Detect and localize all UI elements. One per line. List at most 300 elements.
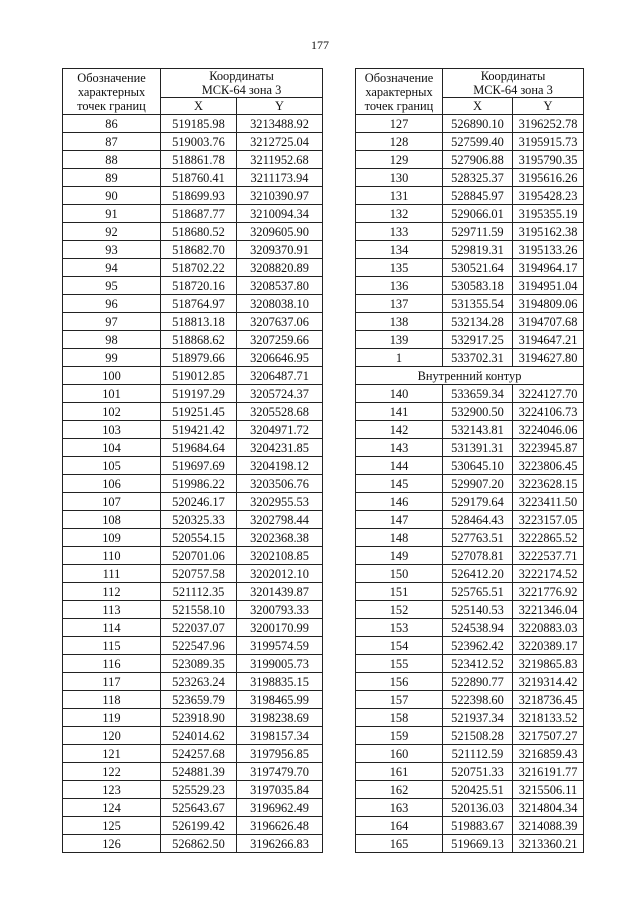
y-cell: 3196266.83 [237,835,323,853]
point-id-cell: 109 [63,529,161,547]
point-label-line-3: точек границ [364,98,434,113]
point-label-line-1: Обозначение [77,70,146,85]
y-cell: 3205528.68 [237,403,323,421]
y-cell: 3195428.23 [513,187,584,205]
point-id-cell: 130 [356,169,443,187]
x-cell: 519003.76 [161,133,237,151]
table-row [356,349,584,367]
table-row [63,331,323,349]
y-cell: 3216191.77 [513,763,584,781]
x-cell: 523089.35 [161,655,237,673]
y-cell: 3219865.83 [513,655,584,673]
x-cell: 520325.33 [161,511,237,529]
table-row [63,637,323,655]
y-cell: 3198157.34 [237,727,323,745]
point-label-header [356,69,443,115]
x-cell: 518861.78 [161,151,237,169]
x-cell: 519883.67 [443,817,513,835]
y-cell: 3194951.04 [513,277,584,295]
left-table-body [63,115,323,853]
y-cell: 3210390.97 [237,187,323,205]
x-cell: 520554.15 [161,529,237,547]
table-row [356,727,584,745]
y-cell: 3222865.52 [513,529,584,547]
y-cell: 3202012.10 [237,565,323,583]
x-cell: 528464.43 [443,511,513,529]
coords-title-line-1: Координаты [209,69,274,83]
x-cell: 531391.31 [443,439,513,457]
point-id-cell: 117 [63,673,161,691]
table-row [63,475,323,493]
table-row [63,529,323,547]
point-id-cell: 110 [63,547,161,565]
x-cell: 521558.10 [161,601,237,619]
x-cell: 525765.51 [443,583,513,601]
point-id-cell: 108 [63,511,161,529]
x-cell: 530583.18 [443,277,513,295]
table-row [356,313,584,331]
y-cell: 3194707.68 [513,313,584,331]
point-id-cell: 112 [63,583,161,601]
table-row [356,763,584,781]
table-row [63,313,323,331]
point-id-cell: 132 [356,205,443,223]
table-row [356,655,584,673]
point-id-cell: 89 [63,169,161,187]
y-cell: 3210094.34 [237,205,323,223]
point-id-cell: 139 [356,331,443,349]
x-cell: 523659.79 [161,691,237,709]
x-cell: 521508.28 [443,727,513,745]
x-cell: 529179.64 [443,493,513,511]
y-cell: 3202955.53 [237,493,323,511]
point-id-cell: 154 [356,637,443,655]
y-cell: 3221346.04 [513,601,584,619]
x-cell: 519197.29 [161,385,237,403]
x-cell: 518813.18 [161,313,237,331]
point-id-cell: 106 [63,475,161,493]
x-cell: 527599.40 [443,133,513,151]
y-cell: 3218736.45 [513,691,584,709]
y-cell: 3197956.85 [237,745,323,763]
header-row [356,69,584,98]
y-cell: 3214088.39 [513,817,584,835]
y-cell: 3224127.70 [513,385,584,403]
y-cell: 3194809.06 [513,295,584,313]
y-cell: 3222537.71 [513,547,584,565]
table-row [356,223,584,241]
y-cell: 3211952.68 [237,151,323,169]
point-id-cell: 92 [63,223,161,241]
y-cell: 3222174.52 [513,565,584,583]
x-cell: 520757.58 [161,565,237,583]
table-row [356,331,584,349]
table-row [63,277,323,295]
y-cell: 3209605.90 [237,223,323,241]
point-id-cell: 151 [356,583,443,601]
table-row [356,439,584,457]
point-id-cell: 141 [356,403,443,421]
y-cell: 3200170.99 [237,619,323,637]
coordinates-table-left [62,68,323,853]
x-cell: 521112.59 [443,745,513,763]
table-row [356,475,584,493]
table-row [63,115,323,133]
point-id-cell: 155 [356,655,443,673]
x-cell: 518682.70 [161,241,237,259]
x-cell: 531355.54 [443,295,513,313]
x-cell: 524257.68 [161,745,237,763]
table-row [356,637,584,655]
x-cell: 529066.01 [443,205,513,223]
table-row [356,835,584,853]
point-id-cell: 93 [63,241,161,259]
x-cell: 522037.07 [161,619,237,637]
point-id-cell: 147 [356,511,443,529]
table-row [356,385,584,403]
y-cell: 3202368.38 [237,529,323,547]
table-row [63,439,323,457]
table-row [356,691,584,709]
y-cell: 3207259.66 [237,331,323,349]
table-row [356,457,584,475]
point-id-cell: 138 [356,313,443,331]
y-cell: 3223157.05 [513,511,584,529]
point-id-cell: 102 [63,403,161,421]
table-row [356,169,584,187]
table-row [63,295,323,313]
x-cell: 522398.60 [443,691,513,709]
x-cell: 526412.20 [443,565,513,583]
point-id-cell: 165 [356,835,443,853]
table-row [63,241,323,259]
point-label-line-1: Обозначение [364,70,434,85]
coordinates-table-right [355,68,584,853]
x-cell: 528845.97 [443,187,513,205]
x-cell: 518868.62 [161,331,237,349]
point-label-header [63,69,161,115]
x-cell: 532917.25 [443,331,513,349]
table-row [63,493,323,511]
point-id-cell: 113 [63,601,161,619]
point-id-cell: 136 [356,277,443,295]
y-cell: 3198465.99 [237,691,323,709]
point-id-cell: 87 [63,133,161,151]
x-cell: 527906.88 [443,151,513,169]
y-cell: 3198238.69 [237,709,323,727]
y-header: Y [513,98,584,115]
table-row [63,835,323,853]
table-row [63,187,323,205]
point-id-cell: 121 [63,745,161,763]
y-cell: 3219314.42 [513,673,584,691]
table-row [356,565,584,583]
point-id-cell: 158 [356,709,443,727]
point-id-cell: 157 [356,691,443,709]
point-id-cell: 134 [356,241,443,259]
point-id-cell: 128 [356,133,443,151]
table-row [356,511,584,529]
point-id-cell: 86 [63,115,161,133]
point-id-cell: 88 [63,151,161,169]
table-row [356,115,584,133]
table-row [63,727,323,745]
x-cell: 522547.96 [161,637,237,655]
y-cell: 3203506.76 [237,475,323,493]
x-cell: 519185.98 [161,115,237,133]
coords-title-line-2: МСК-64 зона 3 [201,83,282,97]
point-id-cell: 91 [63,205,161,223]
y-cell: 3197479.70 [237,763,323,781]
point-id-cell: 123 [63,781,161,799]
point-id-cell: 137 [356,295,443,313]
y-cell: 3208038.10 [237,295,323,313]
x-cell: 525529.23 [161,781,237,799]
point-id-cell: 149 [356,547,443,565]
table-row [356,295,584,313]
y-cell: 3199574.59 [237,637,323,655]
x-cell: 527078.81 [443,547,513,565]
table-row [63,691,323,709]
x-cell: 518687.77 [161,205,237,223]
table-row [63,457,323,475]
table-row [63,709,323,727]
table-row [63,421,323,439]
x-cell: 525643.67 [161,799,237,817]
point-id-cell: 97 [63,313,161,331]
point-id-cell: 103 [63,421,161,439]
point-id-cell: 159 [356,727,443,745]
x-cell: 519421.42 [161,421,237,439]
x-cell: 530645.10 [443,457,513,475]
x-cell: 533702.31 [443,349,513,367]
table-row [63,259,323,277]
x-cell: 528325.37 [443,169,513,187]
table-row [356,583,584,601]
y-cell: 3207637.06 [237,313,323,331]
point-id-cell: 98 [63,331,161,349]
point-id-cell: 104 [63,439,161,457]
point-id-cell: 125 [63,817,161,835]
point-id-cell: 127 [356,115,443,133]
y-cell: 3224046.06 [513,421,584,439]
y-cell: 3208537.80 [237,277,323,295]
y-cell: 3195133.26 [513,241,584,259]
x-cell: 518702.22 [161,259,237,277]
y-cell: 3213488.92 [237,115,323,133]
point-id-cell: 129 [356,151,443,169]
y-header: Y [237,98,323,115]
y-cell: 3221776.92 [513,583,584,601]
y-cell: 3205724.37 [237,385,323,403]
y-cell: 3198835.15 [237,673,323,691]
point-id-cell: 120 [63,727,161,745]
y-cell: 3199005.73 [237,655,323,673]
x-cell: 519669.13 [443,835,513,853]
table-row [356,529,584,547]
point-id-cell: 135 [356,259,443,277]
y-cell: 3212725.04 [237,133,323,151]
point-id-cell: 153 [356,619,443,637]
table-row [356,601,584,619]
table-row [356,259,584,277]
point-id-cell: 144 [356,457,443,475]
point-id-cell: 107 [63,493,161,511]
table-row [63,349,323,367]
y-cell: 3202798.44 [237,511,323,529]
table-row [63,133,323,151]
x-cell: 518979.66 [161,349,237,367]
point-id-cell: 133 [356,223,443,241]
section-row [356,367,584,385]
y-cell: 3195355.19 [513,205,584,223]
table-row [356,817,584,835]
table-row [63,169,323,187]
y-cell: 3213360.21 [513,835,584,853]
point-id-cell: 160 [356,745,443,763]
y-cell: 3195162.38 [513,223,584,241]
x-cell: 520136.03 [443,799,513,817]
point-id-cell: 164 [356,817,443,835]
point-id-cell: 122 [63,763,161,781]
y-cell: 3206487.71 [237,367,323,385]
x-cell: 532143.81 [443,421,513,439]
header-row [63,69,323,98]
table-row [63,385,323,403]
y-cell: 3200793.33 [237,601,323,619]
coords-title-header [443,69,584,98]
x-cell: 518699.93 [161,187,237,205]
y-cell: 3196252.78 [513,115,584,133]
x-cell: 523962.42 [443,637,513,655]
y-cell: 3194964.17 [513,259,584,277]
point-id-cell: 94 [63,259,161,277]
y-cell: 3220883.03 [513,619,584,637]
point-id-cell: 146 [356,493,443,511]
table-row [356,151,584,169]
point-id-cell: 156 [356,673,443,691]
table-row [356,187,584,205]
table-row [63,799,323,817]
point-label-line-3: точек границ [77,98,146,113]
point-id-cell: 161 [356,763,443,781]
point-id-cell: 101 [63,385,161,403]
x-cell: 521112.35 [161,583,237,601]
section-row-group [356,367,584,385]
y-cell: 3218133.52 [513,709,584,727]
x-cell: 520751.33 [443,763,513,781]
y-cell: 3211173.94 [237,169,323,187]
point-label-line-2: характерных [365,84,433,99]
x-cell: 524014.62 [161,727,237,745]
table-row [63,511,323,529]
table-row [356,277,584,295]
x-cell: 526862.50 [161,835,237,853]
point-id-cell: 95 [63,277,161,295]
y-cell: 3194627.80 [513,349,584,367]
x-header: X [161,98,237,115]
point-id-cell: 99 [63,349,161,367]
y-cell: 3214804.34 [513,799,584,817]
point-id-cell: 111 [63,565,161,583]
x-cell: 519684.64 [161,439,237,457]
point-id-cell: 114 [63,619,161,637]
x-cell: 530521.64 [443,259,513,277]
section-label: Внутренний контур [356,367,584,385]
x-cell: 519251.45 [161,403,237,421]
table-row [63,223,323,241]
table-row [63,655,323,673]
point-id-cell: 152 [356,601,443,619]
x-header: X [443,98,513,115]
table-row [356,493,584,511]
x-cell: 533659.34 [443,385,513,403]
table-row [356,673,584,691]
table-row [356,133,584,151]
y-cell: 3220389.17 [513,637,584,655]
x-cell: 529819.31 [443,241,513,259]
table-row [63,547,323,565]
table-row [356,709,584,727]
point-id-cell: 1 [356,349,443,367]
table-row [356,745,584,763]
table-row [63,817,323,835]
table-row [63,403,323,421]
point-id-cell: 90 [63,187,161,205]
point-id-cell: 140 [356,385,443,403]
right-table-body-outer [356,115,584,367]
x-cell: 519697.69 [161,457,237,475]
right-table-body-inner [356,385,584,853]
table-row [63,151,323,169]
x-cell: 521937.34 [443,709,513,727]
x-cell: 518720.16 [161,277,237,295]
x-cell: 529711.59 [443,223,513,241]
y-cell: 3223628.15 [513,475,584,493]
x-cell: 519986.22 [161,475,237,493]
point-label-line-2: характерных [77,84,146,99]
table-row [63,601,323,619]
x-cell: 527763.51 [443,529,513,547]
y-cell: 3195915.73 [513,133,584,151]
y-cell: 3223945.87 [513,439,584,457]
point-id-cell: 96 [63,295,161,313]
y-cell: 3208820.89 [237,259,323,277]
point-id-cell: 105 [63,457,161,475]
point-id-cell: 145 [356,475,443,493]
x-cell: 526890.10 [443,115,513,133]
y-cell: 3216859.43 [513,745,584,763]
x-cell: 524538.94 [443,619,513,637]
x-cell: 523263.24 [161,673,237,691]
x-cell: 529907.20 [443,475,513,493]
table-row [356,241,584,259]
point-id-cell: 126 [63,835,161,853]
x-cell: 518760.41 [161,169,237,187]
point-id-cell: 118 [63,691,161,709]
x-cell: 526199.42 [161,817,237,835]
table-row [63,565,323,583]
x-cell: 520701.06 [161,547,237,565]
coords-title-line-2: МСК-64 зона 3 [473,83,553,97]
x-cell: 532900.50 [443,403,513,421]
x-cell: 520246.17 [161,493,237,511]
y-cell: 3206646.95 [237,349,323,367]
y-cell: 3197035.84 [237,781,323,799]
table-row [356,403,584,421]
y-cell: 3224106.73 [513,403,584,421]
table-row [356,547,584,565]
